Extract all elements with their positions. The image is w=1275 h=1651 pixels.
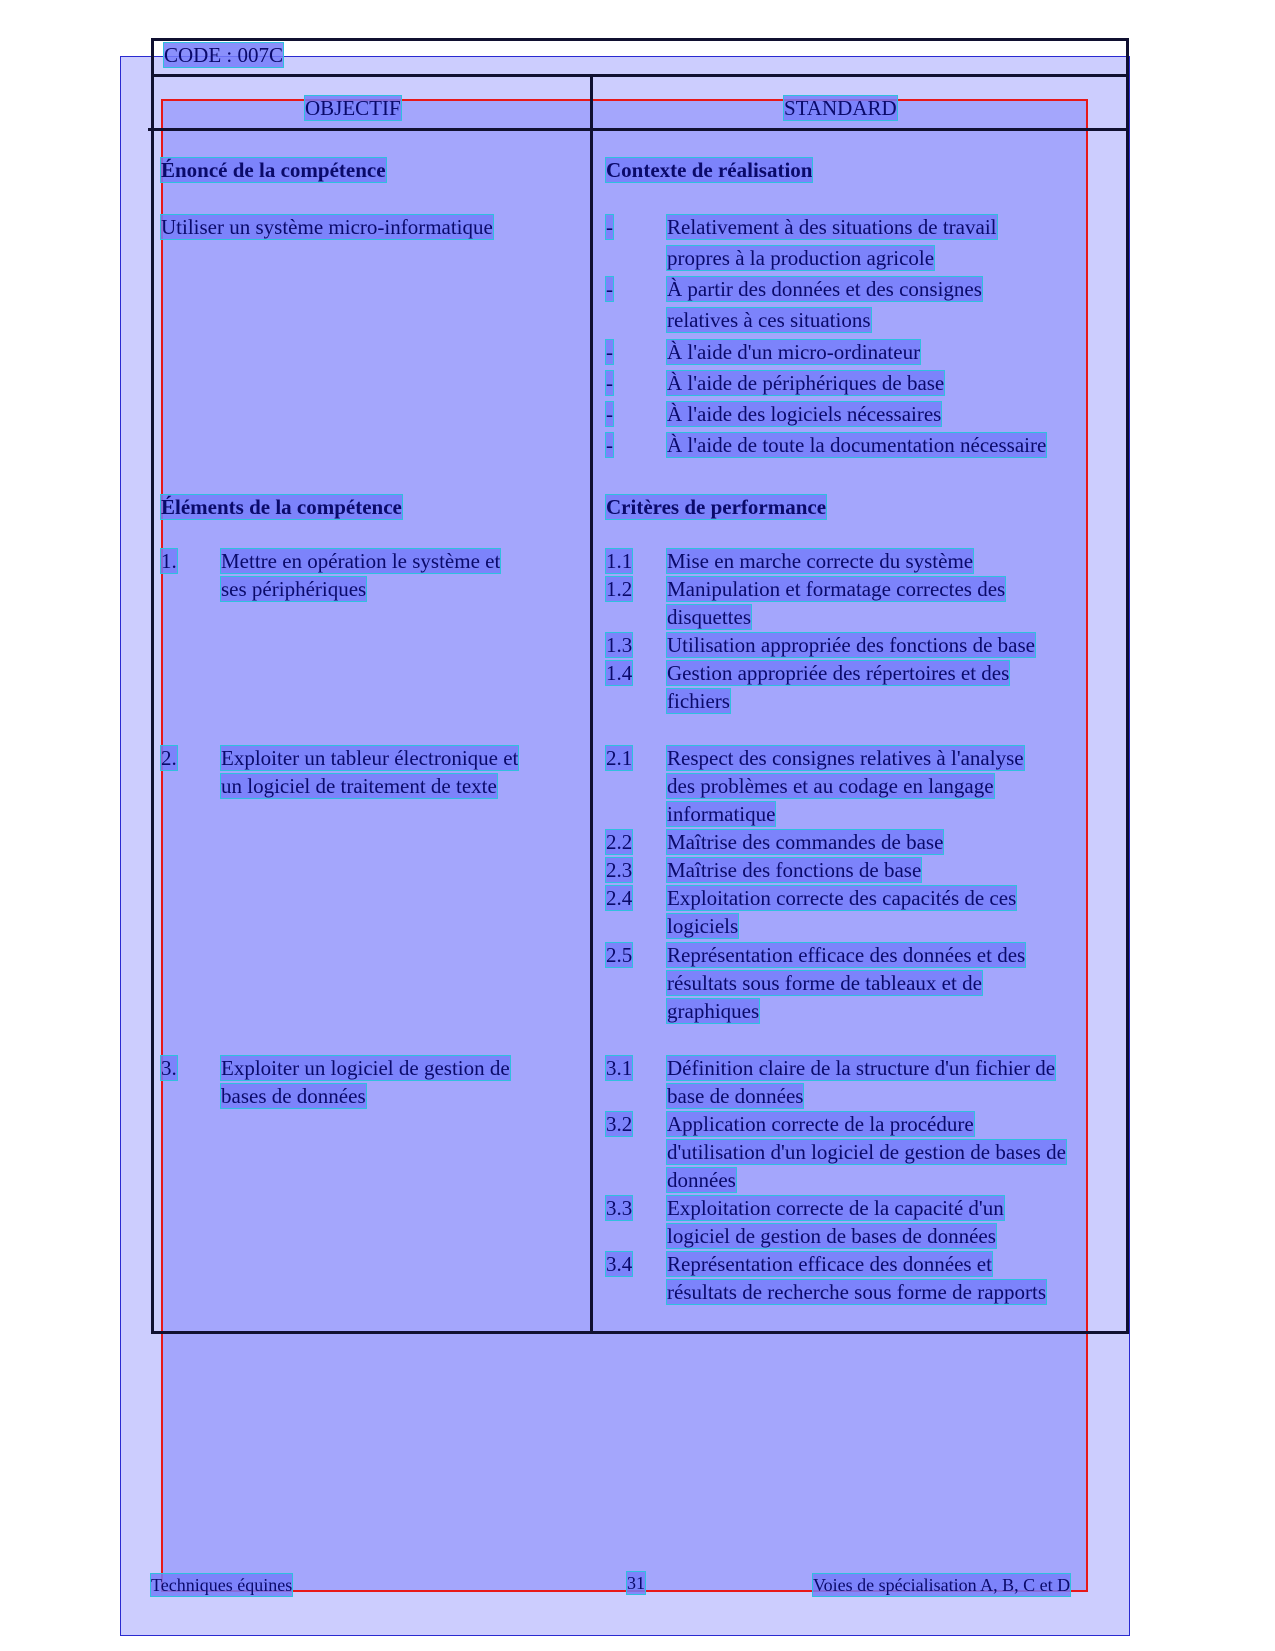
context-line: À l'aide de périphériques de base	[667, 371, 945, 395]
criterion-line: disquettes	[667, 605, 751, 629]
footer-program: Techniques équines	[151, 1575, 293, 1595]
criterion-line: Maîtrise des commandes de base	[667, 830, 944, 854]
element-line: Exploiter un logiciel de gestion de	[221, 1056, 510, 1080]
standard-header: STANDARD	[784, 96, 897, 120]
criterion-line: résultats sous forme de tableaux et de	[667, 971, 982, 995]
element-line: un logiciel de traitement de texte	[221, 774, 497, 798]
context-line: À l'aide d'un micro-ordinateur	[667, 340, 921, 364]
criterion-number: 1.3	[606, 633, 633, 657]
criterion-number: 2.3	[606, 858, 633, 882]
page-number: 31	[627, 1573, 645, 1593]
criterion-number: 3.1	[606, 1056, 633, 1080]
criterion-line: des problèmes et au codage en langage	[667, 774, 994, 798]
criterion-number: 2.5	[606, 943, 633, 967]
criterion-number: 2.4	[606, 886, 633, 910]
context-line: relatives à ces situations	[667, 308, 871, 332]
criterion-line: Exploitation correcte de la capacité d'un	[667, 1196, 1004, 1220]
criterion-line: Mise en marche correcte du système	[667, 549, 974, 573]
context-line: À l'aide des logiciels nécessaires	[667, 402, 942, 426]
criterion-number: 3.4	[606, 1252, 633, 1276]
criterion-line: Représentation efficace des données et	[667, 1252, 992, 1276]
criterion-number: 3.3	[606, 1196, 633, 1220]
context-line: Relativement à des situations de travail	[667, 215, 997, 239]
criterion-number: 2.2	[606, 830, 633, 854]
criterion-line: informatique	[667, 802, 776, 826]
context-title: Contexte de réalisation	[606, 158, 813, 182]
element-line: ses périphériques	[221, 577, 367, 601]
context-line: À l'aide de toute la documentation nécessaire	[667, 433, 1047, 457]
code-label: CODE : 007C	[164, 43, 284, 67]
context-line: À partir des données et des consignes	[667, 277, 982, 301]
criterion-line: base de données	[667, 1084, 804, 1108]
criterion-number: 2.1	[606, 746, 633, 770]
criterion-line: données	[667, 1168, 736, 1192]
criterion-number: 1.1	[606, 549, 633, 573]
code-header-frame	[151, 38, 1129, 77]
element-line: bases de données	[221, 1084, 366, 1108]
table-header-divider	[148, 128, 1129, 131]
competence-title: Énoncé de la compétence	[161, 158, 386, 182]
criterion-line: Représentation efficace des données et des	[667, 943, 1026, 967]
criterion-line: Respect des consignes relatives à l'analyse	[667, 746, 1024, 770]
objective-header: OBJECTIF	[305, 96, 401, 120]
criterion-line: Définition claire de la structure d'un fichier de	[667, 1056, 1056, 1080]
context-bullet: -	[606, 277, 613, 301]
element-line: Mettre en opération le système et	[221, 549, 501, 573]
criterion-line: graphiques	[667, 999, 760, 1023]
criterion-line: fichiers	[667, 689, 730, 713]
criterion-line: Manipulation et formatage correctes des	[667, 577, 1006, 601]
criteria-title: Critères de performance	[606, 495, 827, 519]
criterion-line: d'utilisation d'un logiciel de gestion de bases de	[667, 1140, 1066, 1164]
element-number: 1.	[161, 549, 177, 573]
context-bullet: -	[606, 402, 613, 426]
criterion-line: logiciels	[667, 914, 739, 938]
table-column-divider	[590, 74, 593, 1334]
context-bullet: -	[606, 340, 613, 364]
criterion-number: 1.4	[606, 661, 633, 685]
element-line: Exploiter un tableur électronique et	[221, 746, 519, 770]
context-line: propres à la production agricole	[667, 246, 935, 270]
context-bullet: -	[606, 215, 613, 239]
criterion-line: logiciel de gestion de bases de données	[667, 1224, 996, 1248]
context-bullet: -	[606, 371, 613, 395]
criterion-line: Gestion appropriée des répertoires et des	[667, 661, 1010, 685]
element-number: 2.	[161, 746, 177, 770]
criterion-number: 1.2	[606, 577, 633, 601]
elements-title: Éléments de la compétence	[161, 495, 402, 519]
criterion-line: résultats de recherche sous forme de rapports	[667, 1280, 1047, 1304]
context-bullet: -	[606, 433, 613, 457]
competence-text: Utiliser un système micro-informatique	[161, 215, 493, 239]
criterion-line: Maîtrise des fonctions de base	[667, 858, 922, 882]
criterion-number: 3.2	[606, 1112, 633, 1136]
footer-specialization: Voies de spécialisation A, B, C et D	[813, 1575, 1071, 1595]
criterion-line: Application correcte de la procédure	[667, 1112, 974, 1136]
criterion-line: Utilisation appropriée des fonctions de base	[667, 633, 1035, 657]
criterion-line: Exploitation correcte des capacités de ces	[667, 886, 1017, 910]
element-number: 3.	[161, 1056, 177, 1080]
